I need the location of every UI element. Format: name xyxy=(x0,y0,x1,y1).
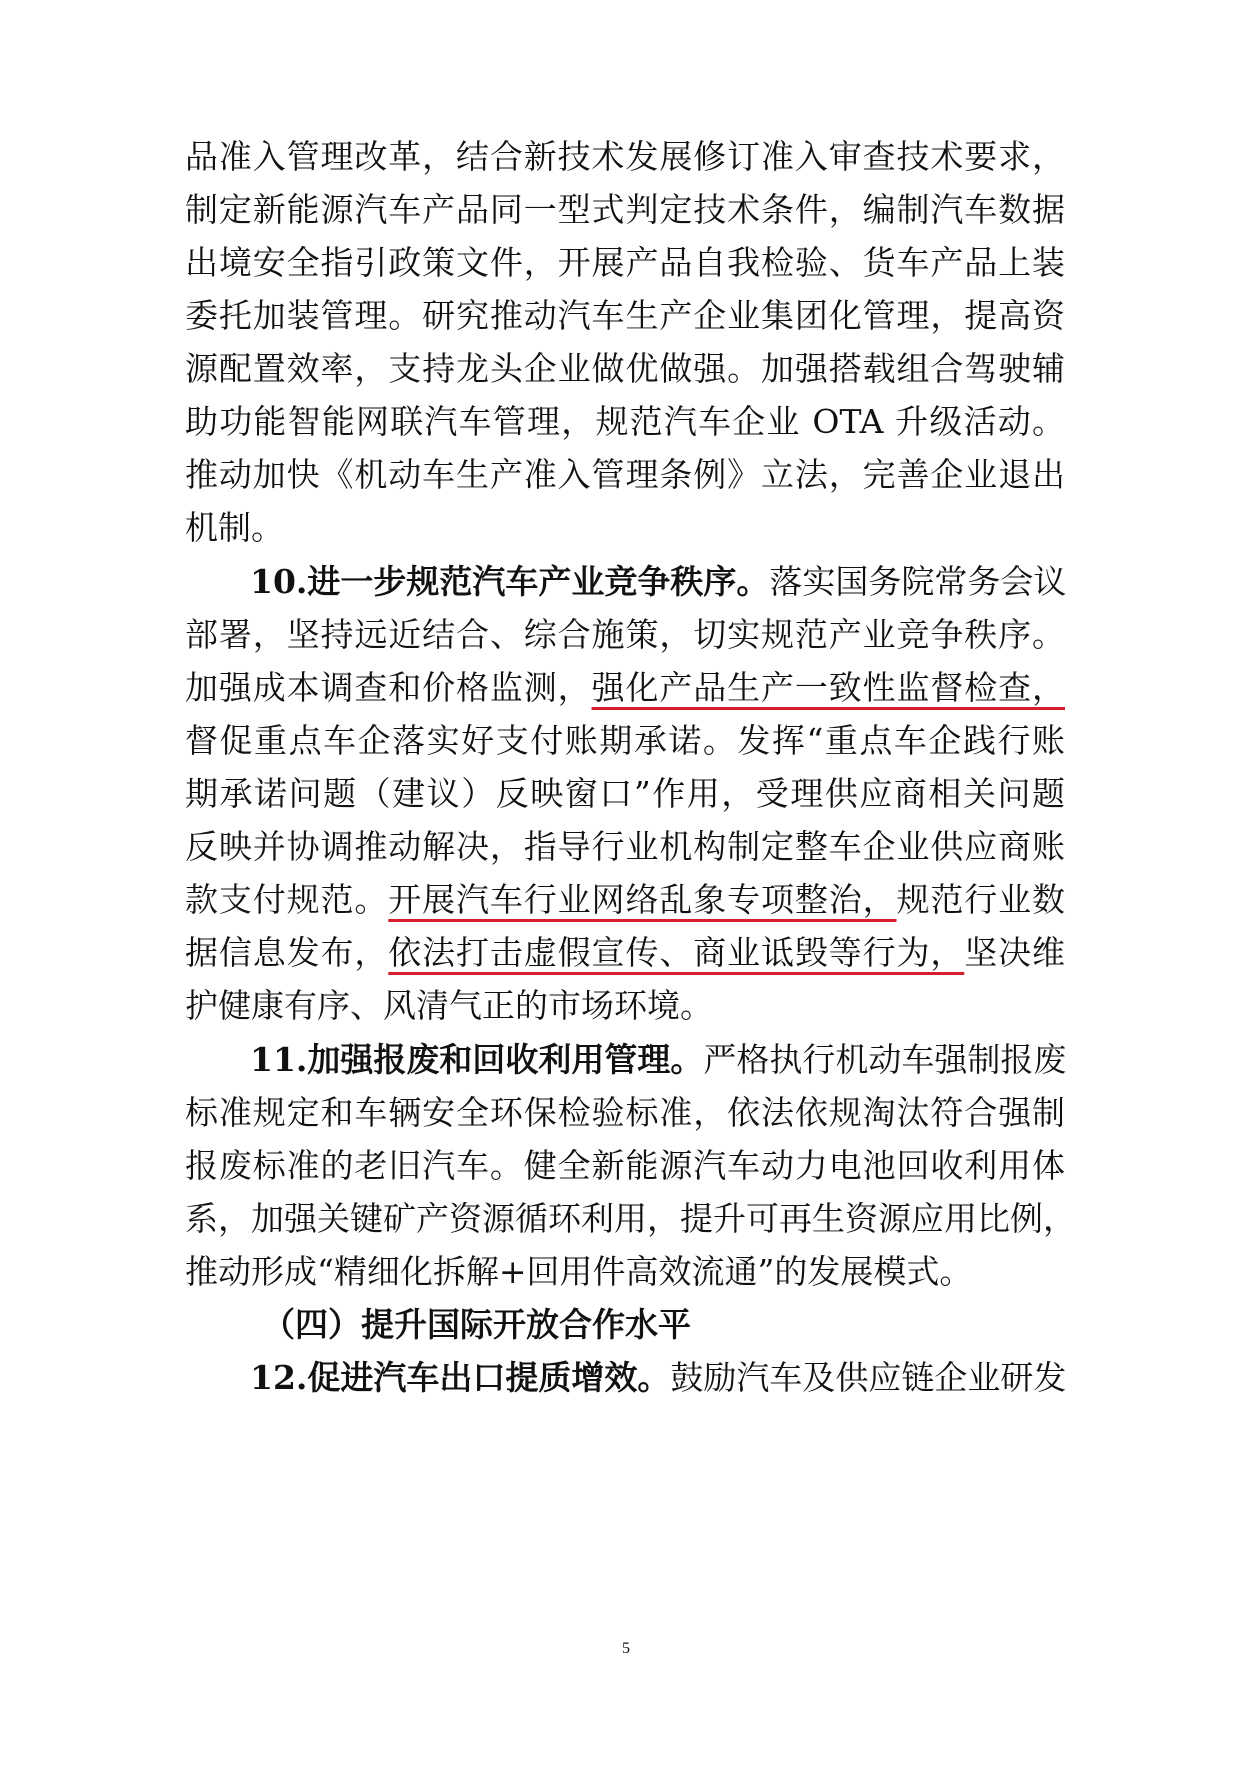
underlined-phrase: 开展汽车行业网络乱象专项整治， xyxy=(388,880,897,919)
text-line: 出境安全指引政策文件，开展产品自我检验、货车产品上装 xyxy=(185,243,1065,282)
text-span: 加强成本调查和价格监测， xyxy=(185,668,592,707)
section-10-title: 10.进一步规范汽车产业竞争秩序。 xyxy=(250,562,770,601)
text-line: 护健康有序、风清气正的市场环境。 xyxy=(185,986,713,1025)
text-line: 委托加装管理。研究推动汽车生产企业集团化管理，提高资 xyxy=(185,296,1065,335)
text-line: 推动形成“精细化拆解+回用件高效流通”的发展模式。 xyxy=(185,1252,973,1291)
text-line: 反映并协调推动解决，指导行业机构制定整车企业供应商账 xyxy=(185,827,1065,866)
text-line: 部署，坚持远近结合、综合施策，切实规范产业竞争秩序。 xyxy=(185,615,1065,654)
section-11-line xyxy=(250,1038,1065,1082)
text-line: 助功能智能网联汽车管理，规范汽车企业 OTA 升级活动。 xyxy=(185,402,1065,441)
text-span: 款支付规范。 xyxy=(185,880,389,919)
text-line xyxy=(185,878,1065,922)
text-line xyxy=(185,931,1065,975)
text-line xyxy=(185,666,1065,710)
text-line: 系，加强关键矿产资源循环利用，提升可再生资源应用比例， xyxy=(185,1199,1076,1238)
section-12-line xyxy=(250,1356,1065,1400)
page-number: 5 xyxy=(622,1640,630,1657)
text-line: 推动加快《机动车生产准入管理条例》立法，完善企业退出 xyxy=(185,455,1065,494)
text-span: 鼓励汽车及供应链企业研发 xyxy=(670,1358,1067,1397)
section-12-title: 12.促进汽车出口提质增效。 xyxy=(250,1358,671,1397)
text-line: 机制。 xyxy=(185,508,284,547)
section-10-line xyxy=(250,560,1065,604)
text-span: 严格执行机动车强制报废 xyxy=(703,1040,1067,1079)
underlined-phrase: 强化产品生产一致性监督检查， xyxy=(591,668,1066,707)
text-line: 督促重点车企落实好支付账期承诺。发挥“重点车企践行账 xyxy=(185,721,1065,760)
text-line: 制定新能源汽车产品同一型式判定技术条件，编制汽车数据 xyxy=(185,190,1065,229)
text-span: 规范行业数 xyxy=(896,880,1066,919)
text-line: 报废标准的老旧汽车。健全新能源汽车动力电池回收利用体 xyxy=(185,1146,1065,1185)
text-line: 品准入管理改革，结合新技术发展修订准入审查技术要求， xyxy=(185,137,1065,176)
text-line: 期承诺问题（建议）反映窗口”作用，受理供应商相关问题 xyxy=(185,774,1065,813)
underlined-phrase: 依法打击虚假宣传、商业诋毁等行为， xyxy=(388,933,965,972)
text-line: 标准规定和车辆安全环保检验标准，依法依规淘汰符合强制 xyxy=(185,1093,1065,1132)
text-line: 源配置效率，支持龙头企业做优做强。加强搭载组合驾驶辅 xyxy=(185,349,1065,388)
text-span: 据信息发布， xyxy=(185,933,389,972)
section-11-title: 11.加强报废和回收利用管理。 xyxy=(250,1040,704,1079)
text-span: 坚决维 xyxy=(964,933,1066,972)
section-heading: （四）提升国际开放合作水平 xyxy=(262,1305,691,1344)
text-span: 落实国务院常务会议 xyxy=(769,562,1067,601)
